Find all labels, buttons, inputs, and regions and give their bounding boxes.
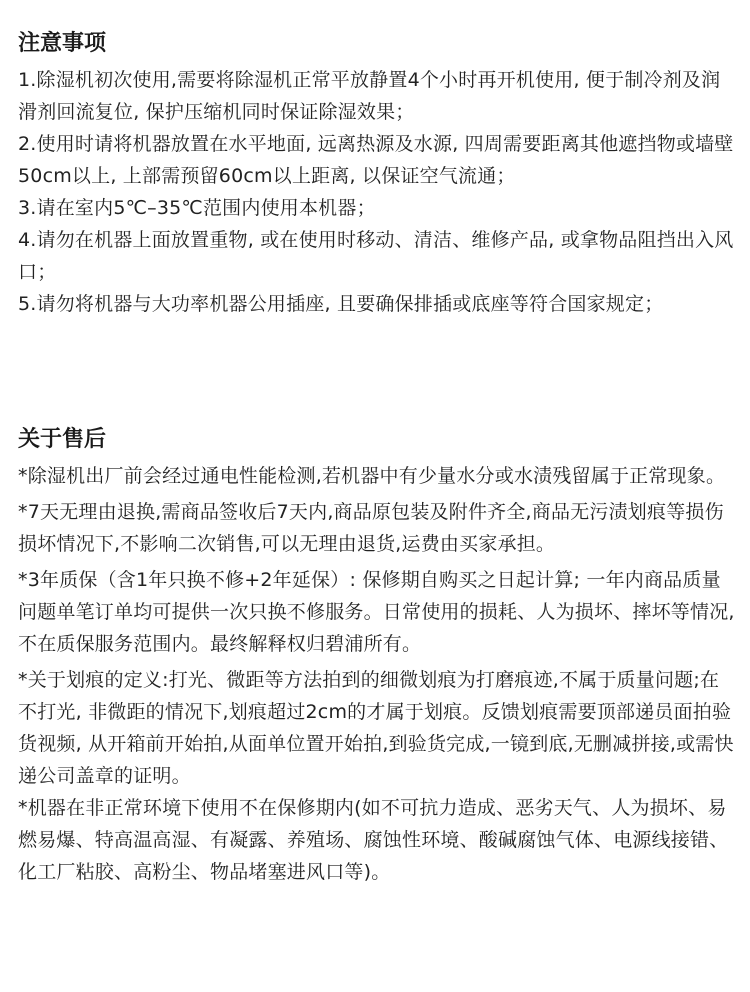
- precaution-item-1: 1.除湿机初次使用,需要将除湿机正常平放静置4个小时再开机使用, 便于制冷剂及润滑剂回流复位, 保护压缩机同时保证除湿效果；: [18, 69, 721, 123]
- precautions-section: [18, 28, 736, 320]
- precaution-item-3: 3.请在室内5℃–35℃范围内使用本机器；: [18, 197, 376, 219]
- precaution-item-4: 4.请勿在机器上面放置重物, 或在使用时移动、清洁、维修产品, 或拿物品阻挡出入风口；: [18, 229, 734, 283]
- after-sales-item-1: *除湿机出厂前会经过通电性能检测,若机器中有少量水分或水渍残留属于正常现象。: [18, 465, 726, 487]
- precaution-item-2: 2.使用时请将机器放置在水平地面, 远离热源及水源, 四周需要距离其他遮挡物或墙壁50cm以上, 上部需预留60cm以上距离, 以保证空气流通；: [18, 133, 734, 187]
- after-sales-section: [18, 424, 736, 888]
- after-sales-item-5: *机器在非正常环境下使用不在保修期内(如不可抗力造成、恶劣天气、人为损坏、易燃易爆、特高温高湿、有凝露、养殖场、腐蚀性环境、酸碱腐蚀气体、电源线接错、化工厂粘胶、高粉尘、物品堵塞进风口等)。: [18, 797, 729, 883]
- precautions-title: 注意事项: [18, 31, 107, 56]
- after-sales-item-2: *7天无理由退换,需商品签收后7天内,商品原包装及附件齐全,商品无污渍划痕等损伤损坏情况下,不影响二次销售,可以无理由退货,运费由买家承担。: [18, 501, 724, 555]
- precaution-item-5: 5.请勿将机器与大功率机器公用插座, 且要确保排插或底座等符合国家规定；: [18, 293, 664, 315]
- after-sales-item-3: *3年质保（含1年只换不修+2年延保）: 保修期自购买之日起计算; 一年内商品质量问题单笔订单均可提供一次只换不修服务。日常使用的损耗、人为损坏、摔坏等情况, 不在质保服务范围内。最终解释权归碧浦所有。: [18, 569, 735, 655]
- after-sales-item-4: *关于划痕的定义:打光、微距等方法拍到的细微划痕为打磨痕迹,不属于质量问题;在不打光, 非微距的情况下,划痕超过2cm的才属于划痕。反馈划痕需要顶部递员面拍验货视频, 从开箱前开始拍,从面单位置开始拍,到验货完成,一镜到底,无删减拼接,或需快递公司盖章的证明。: [18, 669, 734, 787]
- after-sales-title: 关于售后: [18, 427, 107, 452]
